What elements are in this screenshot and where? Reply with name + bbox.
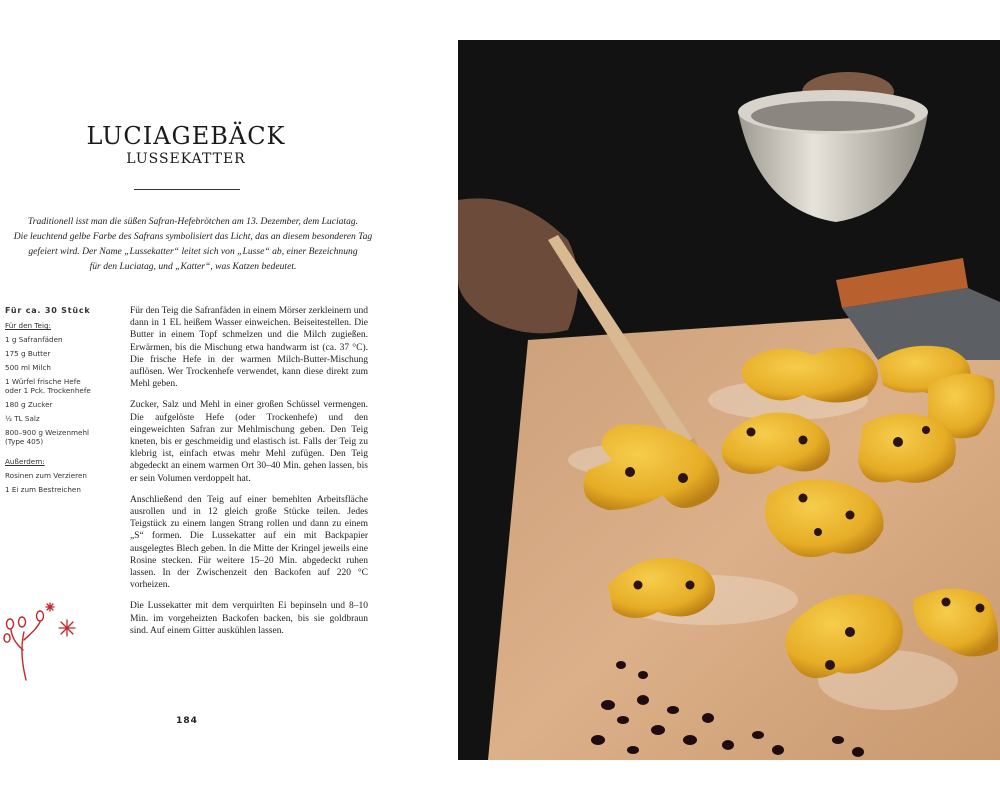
ingredient-item: 1 Würfel frische Hefe oder 1 Pck. Trockenhefe xyxy=(5,377,91,395)
ingredients-list xyxy=(5,306,123,499)
recipe-page xyxy=(0,0,458,800)
ingredient-item: Rosinen zum Verzieren xyxy=(5,471,87,480)
recipe-title: LUCIAGEBÄCK xyxy=(86,122,286,150)
lussekatter-photo xyxy=(458,40,1000,760)
ingredient-item: 800–900 g Weizenmehl (Type 405) xyxy=(5,428,89,446)
method-steps xyxy=(130,305,368,646)
intro-line: Die leuchtend gelbe Farbe des Safrans symbolisiert das Licht, das an diesem besonderen Tag xyxy=(13,231,373,242)
page-number: 184 xyxy=(176,716,198,726)
ingredient-item: 1 Ei zum Bestreichen xyxy=(5,485,81,494)
title-divider xyxy=(134,189,240,190)
extras-heading: Außerdem: xyxy=(5,457,45,466)
recipe-intro xyxy=(12,214,374,274)
ingredient-item: ½ TL Salz xyxy=(5,414,40,423)
berry-branch-icon xyxy=(0,598,90,688)
intro-line: für den Luciatag, und „Katter“, was Katzen bedeutet. xyxy=(89,261,297,272)
servings-heading: Für ca. 30 Stück xyxy=(5,306,91,315)
dough-heading: Für den Teig: xyxy=(5,321,51,330)
method-paragraph: Die Lussekatter mit dem verquirlten Ei bepinseln und 8–10 Min. im vorgeheizten Backofen backen, bis sie goldbraun sind. Auf einem Gitter auskühlen lassen. xyxy=(130,601,368,636)
method-paragraph: Für den Teig die Safranfäden in einem Mörser zerkleinern und dann in 1 EL heißem Wasser einweichen. Beiseitestellen. Die Butter in einem Topf schmelzen und die Milch zugießen. Erwärmen, bis die Mischung etwa handwarm ist (ca. 37 °C). Die frische Hefe in der warmen Milch-Butter-Mischung auflösen. Wer Trockenhefe verwendet, kann diese direkt zum Mehl geben. xyxy=(130,306,368,390)
recipe-subtitle: LUSSEKATTER xyxy=(126,151,246,167)
ingredient-item: 1 g Safranfäden xyxy=(5,335,63,344)
method-paragraph: Anschließend den Teig auf einer bemehlten Arbeitsfläche ausrollen und in 12 gleich große Stücke teilen. Jedes Teigstück zu einem langen Strang rollen und dann zu einem „S“ formen. Die Lussekatter auf ein mit Backpapier ausgelegtes Blech geben. In die Mitte der Kringel jeweils eine Rosine stecken. Für weitere 15–20 Min. abgedeckt ruhen lassen. In der Zwischenzeit den Backofen auf 220 °C vorheizen. xyxy=(130,494,368,591)
intro-line: gefeiert wird. Der Name „Lussekatter“ leitet sich von „Lusse“ ab, einer Bezeichnung xyxy=(28,246,358,257)
method-paragraph: Zucker, Salz und Mehl in einer großen Schüssel vermengen. Die aufgelöste Hefe (oder Trockenhefe) und den eingeweichten Safran zur Mehlmischung geben. Den Teig kneten, bis er geschmeidig und elastisch ist. Falls der Teig zu klebrig ist, einfach etwas mehr Mehl zufügen. Den Teig abgedeckt an einem warmen Ort 30–40 Min. gehen lassen, bis er sein Volumen verdoppelt hat. xyxy=(130,400,368,484)
ingredient-item: 180 g Zucker xyxy=(5,400,53,409)
intro-line: Traditionell isst man die süßen Safran-Hefebrötchen am 13. Dezember, dem Luciatag. xyxy=(27,216,359,227)
ingredient-item: 175 g Butter xyxy=(5,349,51,358)
ingredient-item: 500 ml Milch xyxy=(5,363,51,372)
